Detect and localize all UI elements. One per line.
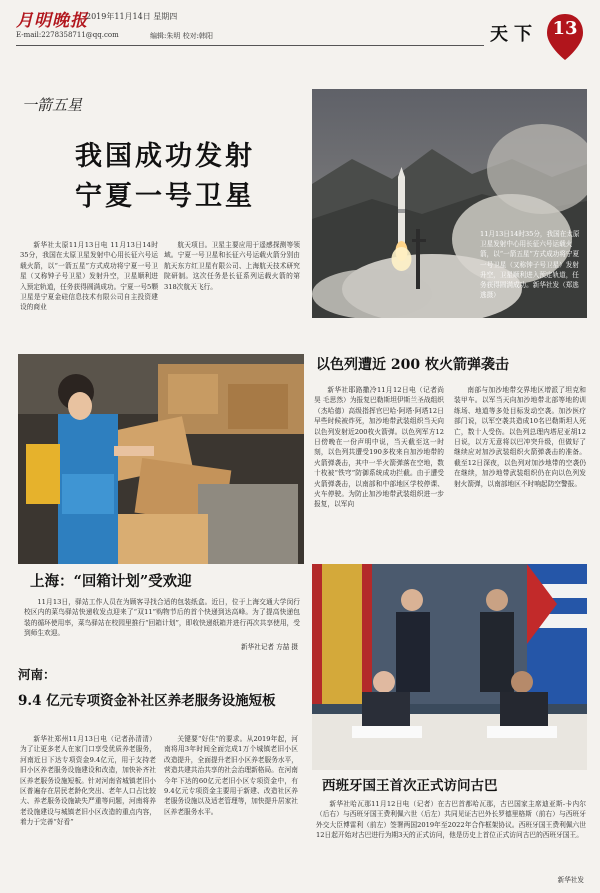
section-title: 天下	[490, 24, 538, 45]
article1-body-col1: 新华社太原11月13日电 11月13日14时35分，我国在太原卫星发射中心用长征六号运载火箭，以“一箭五星”方式成功将宁夏一号卫星（又称钟子号卫星）发射升空，卫星顺利进入预定轨道，任务获得圆满成功。宁夏一号5颗卫星是宁夏金硅信息技术有限公司自主投资建设的商业	[20, 241, 158, 312]
email-address: E-mail:2278358711@qq.com	[16, 31, 119, 39]
article1-body-col2: 航天项目。卫星主要应用于遥感探测等领域。宁夏一号卫星和长征六号运载火箭分别由航天东方红卫星有限公司、上海航天技术研究院研制。这次任务是长征系列运载火箭的第318次航天飞行。	[164, 241, 300, 291]
article1-headline-line2: 宁夏一号卫星	[75, 181, 255, 212]
signing-ceremony-illustration	[312, 564, 587, 770]
article4-body-col2: 关键要“好住”的要求。从2019年起，河南将用3年时间全面完成1万个城镇老旧小区改造提升，全面提升老旧小区养老服务水平，营造共建共治共享的社会治理新格局。在河南今年下达的60亿元老旧小区专项资金中，有9.4亿元专项资金主要用于新建、改造社区养老服务设施以及适老管理等，加快提升居家社区养老服务水平。	[164, 735, 298, 816]
article1-kicker: 一箭五星	[22, 96, 83, 114]
article5-headline: 西班牙国王首次正式访问古巴	[322, 778, 498, 794]
article2-body-col1: 新华社耶路撒冷11月12日电（记者尚昊 毛思然）为报复巴勒斯坦伊斯兰圣战组织（杰哈德）高级指挥官巴哈·阿塔·阿塔12日早些时候被炸死，加沙地带武装组织当天向以色列发射近200枚火箭弹。以色列军方12日傍晚在一份声明中说，当天截至这一时刻，以色列共遭受190多枚来自加沙地带的火箭弹袭击，其中一半火箭弹落在空地，数十枚被“铁穹”防御系统成功拦截。由于遭受火箭弹袭击，以南部和中部地区学校停课、火车停驶。为防止加沙地带武装组织进一步报复，以军向	[314, 386, 444, 509]
article3-byline: 新华社记者 方喆 摄	[241, 643, 298, 651]
article1-headline-line1: 我国成功发射	[75, 141, 255, 172]
article1-headline	[30, 137, 300, 217]
article4-body-col1: 新华社郑州11月13日电（记者孙清清）为了让更多老人在家门口享受优质养老服务，河南近日下达专项资金9.4亿元，用于支持老旧小区养老服务设施建设和改造，加快补齐社区养老服务设施短板。针对河南省城镇老旧小区普遍存在居民老龄化突出、老年人口占比较大、养老服务设施缺失严重等问题，河南将养老设施建设与城镇老旧小区改造的重点内容，着力于完善“好看”	[20, 735, 156, 827]
article3-headline: 上海：“回箱计划”受欢迎	[30, 573, 192, 590]
article2-body-col2: 南部与加沙地带交界地区增派了坦克和装甲车。以军当天向加沙地带北部等地的训练场、地道等多处目标发动空袭。加沙医疗部门说，以军空袭共造成10名巴勒斯坦人死亡，数十人受伤。以色列总理内塔尼亚胡12日说，以方无意将以巴冲突升级，但做好了继续应对加沙武装组织火箭弹袭击的准备。截至12日深夜，以色列对加沙地带的空袭仍在继续，加沙地带武装组织仍在向以色列发射火箭弹，以南部地区不时响起防空警报。	[454, 386, 586, 488]
article4-kicker: 河南：	[18, 667, 56, 682]
issue-date: 2019年11月14日 星期四	[86, 12, 178, 21]
newspaper-name: 月明晚报	[16, 11, 88, 31]
article3-body: 11月13日，驿站工作人员在为顾客寻找合适的包装纸盒。近日，位于上海交通大学闵行校区内的菜鸟驿站快递收发点迎来了“双11”购物节后的首个快递到达高峰。为了提高快递包装的循环使用率，菜鸟驿站在校园里推行“回箱计划”，即收快递纸箱并进行再次共享使用，受到师生欢迎。	[24, 598, 300, 637]
signing-ceremony-photo	[312, 564, 587, 770]
page-number: 13	[552, 18, 578, 39]
courier-station-photo	[18, 354, 304, 564]
article5-byline: 新华社发	[557, 876, 584, 884]
editor-line: 编辑:朱明 校对:韩阳	[150, 32, 213, 40]
rocket-photo-caption: 11月13日14时35分，我国在太原卫星发射中心用长征六号运载火箭，以“一箭五星”方式成功将宁夏一号卫星（又称钟子号卫星）发射升空，卫星顺利进入预定轨道，任务获得圆满成功。新华社发（郑逃逃摄）	[480, 230, 580, 300]
article5-body: 新华社哈瓦那11月12日电（记者）在古巴首都哈瓦那，古巴国家主席迪亚斯-卡内尔（后右）与西班牙国王费利佩六世（后左）共同见证古巴外长罗德里格斯（前右）与西班牙外交大臣博雷利（前左）签署两国2019年至2022年合作框架协议。西班牙国王费利佩六世12日起开始对古巴进行为期3天的正式访问，他是历史上首位正式访问古巴的西班牙国王。	[316, 800, 586, 840]
header-rule	[16, 45, 484, 46]
article4-headline: 9.4 亿元专项资金补社区养老服务设施短板	[18, 693, 276, 709]
courier-station-illustration	[18, 354, 304, 564]
article2-headline: 以色列遭近 200 枚火箭弹袭击	[316, 357, 509, 373]
rocket-launch-photo	[312, 89, 587, 318]
